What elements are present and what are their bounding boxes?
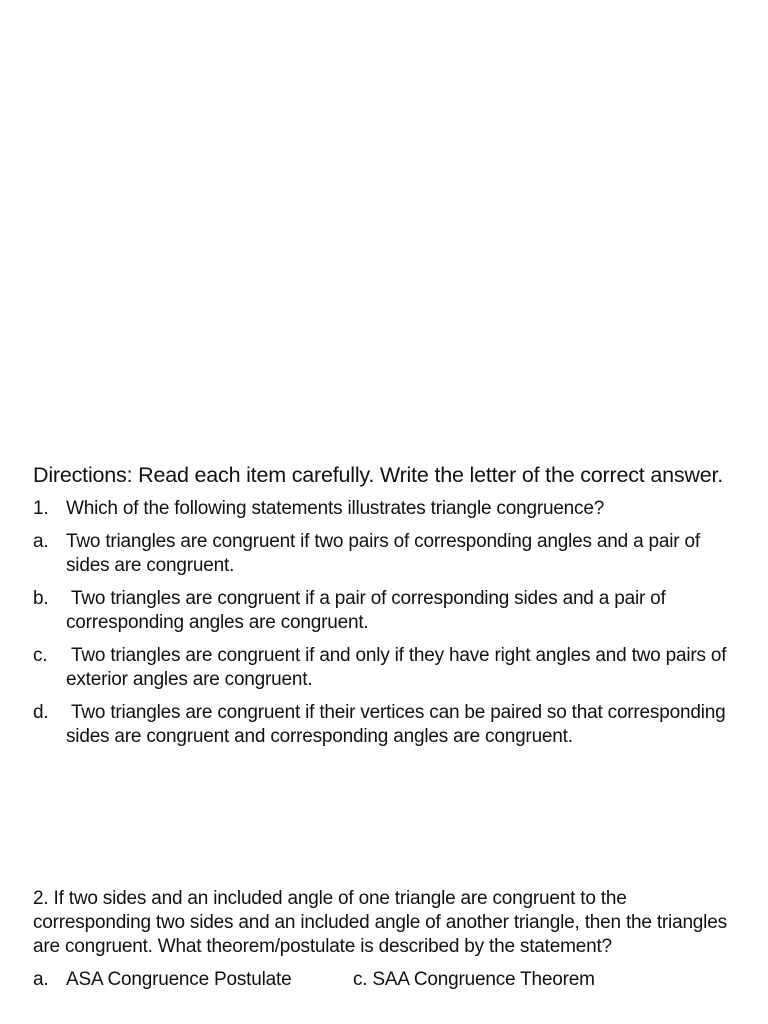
question-2 [33, 887, 738, 992]
question-2-option-a [33, 968, 353, 992]
question-2-stem: 2. If two sides and an included angle of one triangle are congruent to the corresponding two sides and an included angle of another triangle, then the triangles are congruent. What theorem/postulate is described by the statement? [33, 888, 727, 957]
question-1-option-b [33, 587, 738, 635]
option-text: Two triangles are congruent if their vertices can be paired so that corresponding sides are congruent and corresponding angles are congruent. [66, 702, 726, 747]
option-letter: b. [33, 588, 49, 609]
option-text: Two triangles are congruent if a pair of corresponding sides and a pair of corresponding angles are congruent. [66, 588, 666, 633]
option-letter: a. [33, 969, 49, 990]
question-1-option-d [33, 701, 738, 749]
question-1-option-a [33, 530, 738, 578]
option-letter: c. [353, 969, 368, 990]
option-letter: d. [33, 702, 49, 723]
option-letter: a. [33, 531, 49, 552]
option-text: SAA Congruence Theorem [372, 969, 595, 990]
question-2-options [33, 968, 738, 992]
question-1 [33, 497, 738, 521]
directions-text: Directions: Read each item carefully. Write the letter of the correct answer. [33, 463, 724, 487]
question-1-number: 1. [33, 498, 49, 519]
option-letter: c. [33, 645, 48, 666]
option-text: Two triangles are congruent if two pairs of corresponding angles and a pair of sides are congruent. [66, 531, 700, 576]
question-1-stem: Which of the following statements illustrates triangle congruence? [66, 498, 605, 519]
document-body [33, 462, 738, 758]
question-1-option-c [33, 644, 738, 692]
question-2-option-c [353, 968, 595, 992]
option-text: ASA Congruence Postulate [66, 969, 292, 990]
option-text: Two triangles are congruent if and only if they have right angles and two pairs of exterior angles are congruent. [66, 645, 727, 690]
